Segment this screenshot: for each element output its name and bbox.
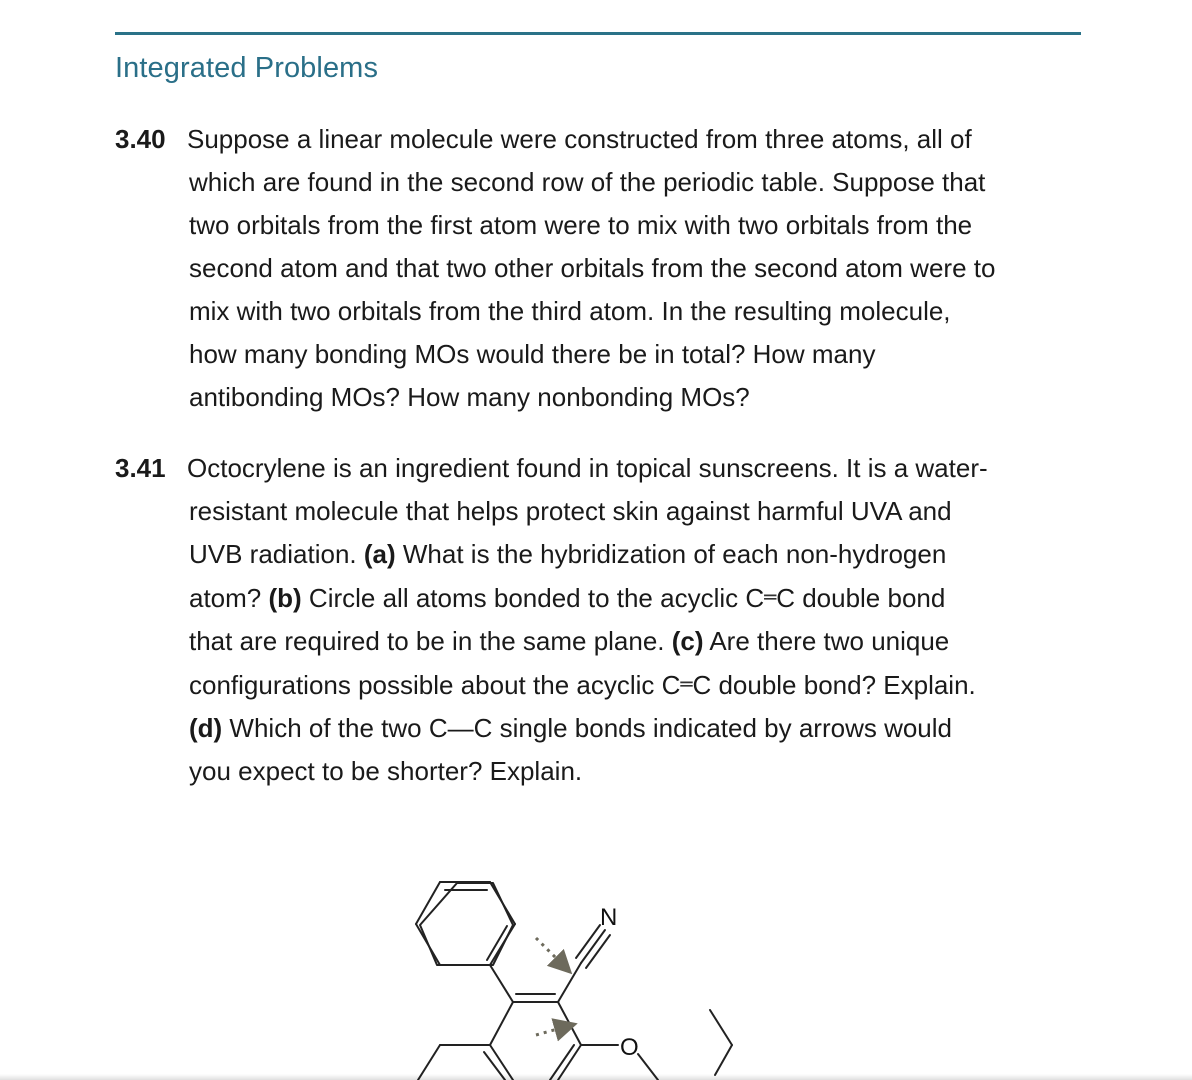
problem-number: 3.41 [115, 453, 166, 483]
ring-bond [490, 1002, 513, 1045]
section-title: Integrated Problems [115, 52, 379, 84]
problem-line: two orbitals from the first atom were to mix with two orbitals from the [189, 210, 973, 240]
problem-line: you expect to be shorter? Explain. [189, 756, 583, 786]
problem-line: second atom and that two other orbitals from the second atom were to [189, 253, 996, 283]
problem-line: configurations possible about the acyclic C═C double bond? Explain. [189, 670, 976, 700]
problem-line: 3.40 Suppose a linear molecule were constructed from three atoms, all of [115, 118, 1085, 161]
problem-line: that are required to be in the same plane. (c) Are there two unique [189, 626, 950, 656]
part-a-label: (a) [363, 539, 396, 569]
ring-bond [416, 882, 440, 924]
problem-3-41 [115, 447, 1085, 793]
section-rule [115, 32, 1081, 35]
problem-line: antibonding MOs? How many nonbonding MOs? [189, 382, 750, 412]
problem-line: UVB radiation. (a) What is the hybridization of each non-hydrogen [189, 539, 947, 569]
atom-label-o: O [620, 1034, 639, 1061]
problem-3-40 [115, 118, 1085, 419]
part-b-label: (b) [268, 583, 302, 613]
octocrylene-structure [400, 870, 760, 1080]
single-bond [715, 1045, 732, 1075]
single-bond [558, 1002, 581, 1045]
problem-line: (d) Which of the two C—C single bonds indicated by arrows would [189, 713, 952, 743]
problem-line: mix with two orbitals from the third atom. In the resulting molecule, [189, 296, 951, 326]
ring-bond [490, 882, 515, 924]
single-bond [490, 965, 513, 1002]
ring-bond [416, 924, 440, 965]
problem-number: 3.40 [115, 124, 166, 154]
page-bottom-shadow [0, 1074, 1192, 1080]
atom-label-n: N [600, 904, 618, 931]
double-bond-symbol: ═ [680, 672, 693, 696]
problem-line: how many bonding MOs would there be in total? How many [189, 339, 876, 369]
single-bond [558, 963, 581, 1002]
problem-line: which are found in the second row of the periodic table. Suppose that [189, 167, 986, 197]
problem-line: resistant molecule that helps protect skin against harmful UVA and [189, 496, 952, 526]
problem-line: atom? (b) Circle all atoms bonded to the acyclic C═C double bond [189, 583, 946, 613]
double-bond-symbol: ═ [764, 585, 777, 609]
single-bond-symbol: — [447, 713, 474, 743]
ring-bond [490, 924, 515, 965]
problem-line: 3.41 Octocrylene is an ingredient found in topical sunscreens. It is a water- [115, 447, 1085, 490]
part-d-label: (d) [189, 713, 223, 743]
indicator-arrow [536, 1025, 572, 1035]
indicator-arrow [536, 938, 568, 970]
part-c-label: (c) [671, 626, 704, 656]
single-bond [710, 1010, 732, 1045]
